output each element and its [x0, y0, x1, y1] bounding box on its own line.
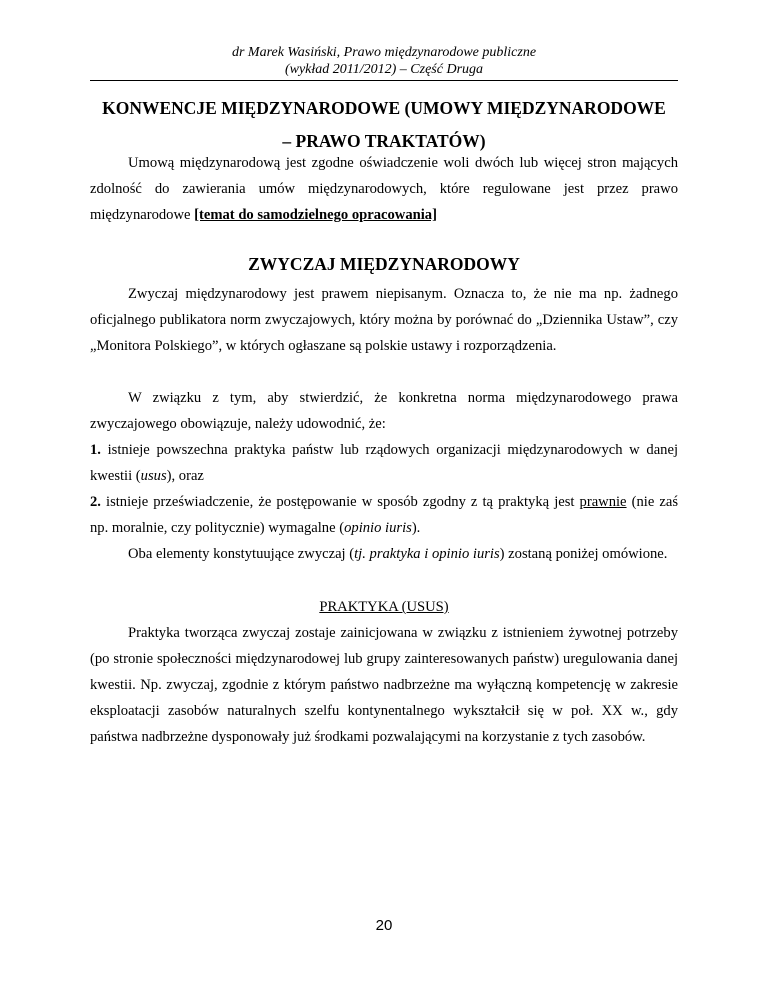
- custom-paragraph-1: Zwyczaj międzynarodowy jest prawem niepisanym. Oznacza to, że nie ma np. żadnego oficjalnego publikatora norm zwyczajowych, który można by porównać do „Dziennika Ustaw”, czy „Monitora Polskiego”, w których ogłaszane są polskie ustawy i rozporządzenia.: [90, 286, 678, 354]
- list-item-emphasis: prawnie: [579, 494, 627, 510]
- list-item-usus: [90, 437, 678, 489]
- list-item-term: opinio iuris: [344, 520, 412, 536]
- custom-paragraph-2: W związku z tym, aby stwierdzić, że konkretna norma międzynarodowego prawa zwyczajowego obowiązuje, należy udowodnić, że:: [90, 390, 678, 432]
- section-heading-line-2: – PRAWO TRAKTATÓW): [282, 131, 486, 151]
- header-divider: [90, 80, 678, 81]
- custom-paragraph-3: [90, 541, 678, 567]
- running-header-author-title: dr Marek Wasiński, Prawo międzynarodowe publiczne: [231, 45, 537, 60]
- list-item-text: istnieje powszechna praktyka państw lub rządowych organizacji międzynarodowych w danej kwestii (: [90, 442, 678, 484]
- list-item-text: ), oraz: [166, 468, 204, 484]
- paragraph-text: ) zostaną poniżej omówione.: [499, 546, 668, 562]
- list-item-term: usus: [140, 468, 167, 484]
- list-item-text: ).: [411, 520, 421, 536]
- document-page: [90, 0, 678, 994]
- paragraph-text: Oba elementy konstytuujące zwyczaj (: [128, 546, 355, 562]
- section-heading-line-1: KONWENCJE MIĘDZYNARODOWE (UMOWY MIĘDZYNARODOWE: [102, 98, 666, 118]
- section-heading-custom: ZWYCZAJ MIĘDZYNARODOWY: [248, 254, 520, 274]
- list-item-text: istnieje przeświadczenie, że postępowanie w sposób zgodny z tą praktyką jest: [100, 494, 580, 510]
- page-number: 20: [375, 917, 393, 934]
- conventions-paragraph-text: Umową międzynarodową jest zgodne oświadczenie woli dwóch lub więcej stron mających zdolność do zawierania umów międzynarodowych, które regulowane jest przez prawo międzynarodowe: [90, 155, 678, 223]
- self-study-note: [temat do samodzielnego opracowania]: [194, 207, 437, 223]
- practice-paragraph: Praktyka tworząca zwyczaj zostaje zainicjowana w związku z istnieniem żywotnej potrzeby (po stronie społeczności międzynarodowej lub grupy zainteresowanych państw) uregulowania danej kwestii. Np. zwyczaj, zgodnie z którym państwo nadbrzeżne ma wyłączną kompetencję w zakresie eksploatacji zasobów naturalnych szelfu kontynentalnego wykształcił się w poł. XX w., gdy państwa nadbrzeżne dysponowały już środkami pozwalającymi na korzystanie z tych zasobów.: [90, 625, 678, 745]
- list-item-text: (nie zaś np. moralnie, czy politycznie) wymagalne (: [90, 494, 678, 536]
- running-header-lecture-info: (wykład 2011/2012) – Część Druga: [284, 62, 484, 77]
- subsection-heading-practice: PRAKTYKA (USUS): [319, 599, 449, 615]
- conventions-paragraph: [90, 150, 678, 228]
- list-item-number: 2.: [90, 494, 101, 510]
- list-item-opinio-iuris: [90, 489, 678, 541]
- running-header: [90, 44, 678, 78]
- paragraph-italic: tj. praktyka i opinio iuris: [354, 546, 500, 562]
- section-heading-conventions: [90, 94, 678, 155]
- list-item-number: 1.: [90, 442, 101, 458]
